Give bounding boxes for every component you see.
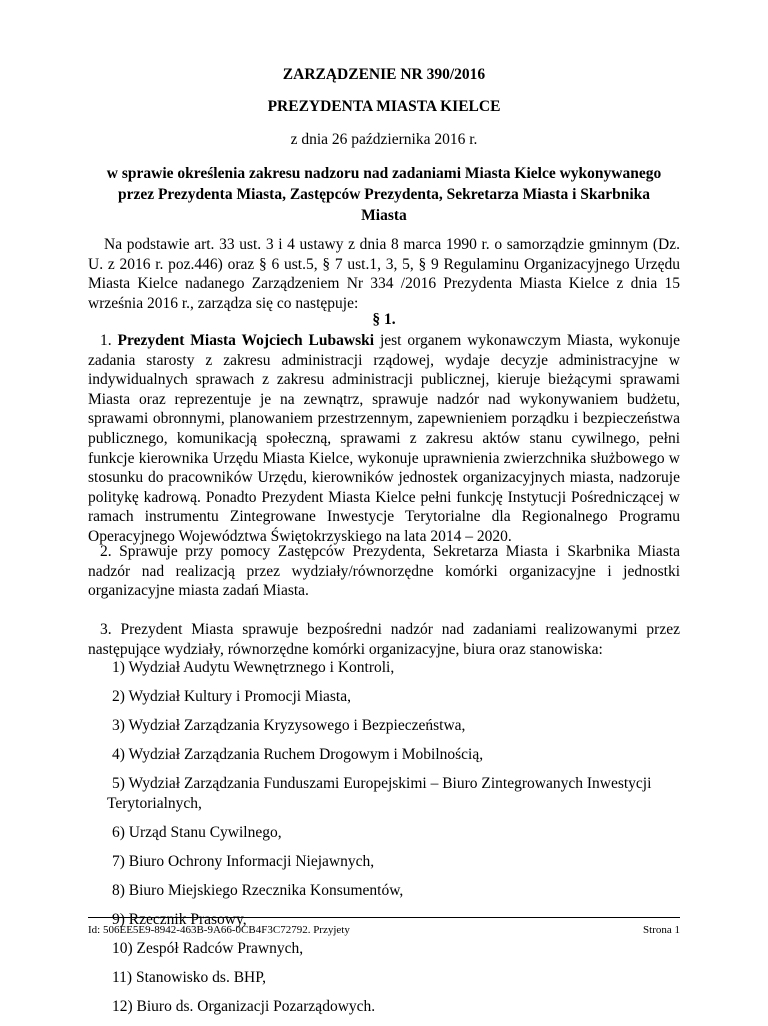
paragraph-3: 3. Prezydent Miasta sprawuje bezpośredni nadzór nad zadaniami realizowanymi przez następujące wydziały, równorzędne komórki organizacyjne, biura oraz stanowiska: [88,621,680,658]
paragraph-2: 2. Sprawuje przy pomocy Zastępców Prezydenta, Sekretarza Miasta i Skarbnika Miasta nadzór nad realizacją przez wydziały/równorzędne komórki organizacyjne i jednostki organizacyjne miasta zadań Miasta. [88,543,680,600]
list-item: 6) Urząd Stanu Cywilnego, [112,823,282,841]
footer-divider [88,917,680,918]
list-item: 8) Biuro Miejskiego Rzecznika Konsumentów, [112,881,404,899]
list-item: 5) Wydział Zarządzania Funduszami Europejskimi – Biuro Zintegrowanych Inwestycji Terytorialnych, [107,775,652,812]
document-subject: w sprawie określenia zakresu nadzoru nad zadaniami Miasta Kielce wykonywanego przez Prezydenta Miasta, Zastępców Prezydenta, Sekretarza Miasta i Skarbnika Miasta [106,165,662,224]
units-list [107,658,680,1026]
paragraph-1-text: jest organem wykonawczym Miasta, wykonuje zadania starosty z zakresu administracji rządowej, wydaje decyzje administracyjne w indywidualnych sprawach z zakresu administracji publicznej, kieruje bieżącymi sprawami Miasta oraz reprezentuje je na zewnątrz, sprawuje nadzór nad wykonywaniem budżetu, sprawami obronnymi, planowaniem przestrzennym, zapewnieniem porządku i bezpieczeństwa publicznego, komunikacją społeczną, sprawami z zakresu aktów stanu cywilnego, pełni funkcje kierownika Urzędu Miasta Kielce, wykonuje uprawnienia zwierzchnika służbowego w stosunku do pracowników Urzędu, kierowników jednostek organizacyjnych miasta, nadzoruje politykę kadrową. Ponadto Prezydent Miasta Kielce pełni funkcję Instytucji Pośredniczącej w ramach instrumentu Zintegrowane Inwestycje Terytorialne dla Regionalnego Programu Operacyjnego Województwa Świętokrzyskiego na lata 2014 – 2020. [88,332,681,545]
paragraph-1 [88,331,680,547]
footer-page-number: Strona 1 [643,924,680,936]
document-date: z dnia 26 października 2016 r. [290,131,478,148]
list-item: 3) Wydział Zarządzania Kryzysowego i Bezpieczeństwa, [112,717,466,734]
list-item: 9) Rzecznik Prasowy, [112,910,247,928]
list-item: 11) Stanowisko ds. BHP, [112,968,267,986]
list-item: 7) Biuro Ochrony Informacji Niejawnych, [112,852,375,870]
document-title: ZARZĄDZENIE NR 390/2016 [282,66,486,83]
legal-basis-paragraph: Na podstawie art. 33 ust. 3 i 4 ustawy z dnia 8 marca 1990 r. o samorządzie gminnym (Dz. U. z 2016 r. poz.446) oraz § 6 ust.5, § 7 ust.1, 3, 5, § 9 Regulaminu Organizacyjnego Urzędu Miasta Kielce nadanego Zarządzeniem Nr 334 /2016 Prezydenta Miasta Kielce z dnia 15 września 2016 r., zarządza się co następuje: [88,236,680,312]
paragraph-1-number: 1. [100,332,112,349]
list-item: 12) Biuro ds. Organizacji Pozarządowych. [112,997,376,1015]
list-item: 2) Wydział Kultury i Promocji Miasta, [112,688,351,705]
list-item: 1) Wydział Audytu Wewnętrznego i Kontroli, [112,659,395,676]
document-issuer: PREZYDENTA MIASTA KIELCE [267,98,501,115]
paragraph-1-bold: Prezydent Miasta Wojciech Lubawski [117,332,375,349]
section-heading: § 1. [372,311,396,328]
list-item: 4) Wydział Zarządzania Ruchem Drogowym i Mobilnością, [112,746,484,763]
footer-document-id: Id: 506EE5E9-8942-463B-9A66-0CB4F3C72792. Przyjety [88,924,350,936]
list-item: 10) Zespół Radców Prawnych, [112,939,304,957]
